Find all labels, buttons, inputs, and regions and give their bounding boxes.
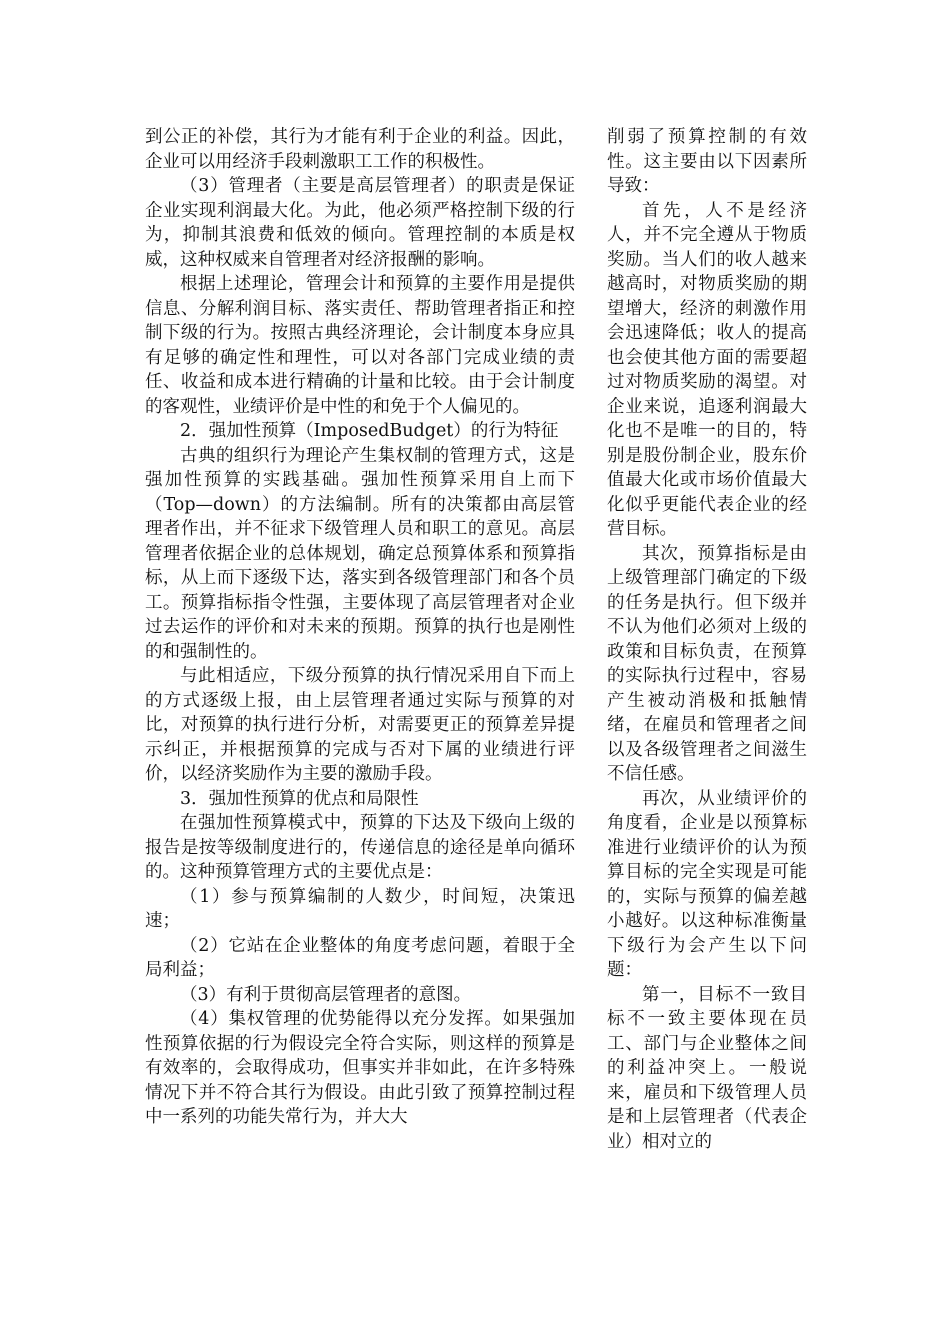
section-heading: 2．强加性预算（ImposedBudget）的行为特征: [180, 421, 559, 441]
paragraph: 到公正的补偿，其行为才能有利于企业的利益。因此，企业可以用经济手段刺激职工工作的积极性。: [145, 127, 575, 172]
left-text-column: [145, 125, 575, 1130]
list-item: （4）集权管理的优势能得以充分发挥。如果强加性预算依据的行为假设完全符合实际，则这样的预算是有效率的，会取得成功，但事实并非如此，在许多特殊情况下并不符合其行为假设。由此引致了预算控制过程中一系列的功能失常行为，并大大: [145, 1009, 575, 1127]
section-heading: 3．强加性预算的优点和局限性: [180, 788, 419, 809]
paragraph: （3）管理者（主要是高层管理者）的职责是保证企业实现利润最大化。为此，他必须严格控制下级的行为，抑制其浪费和低效的倾向。管理控制的本质是权威，这种权威来自管理者对经济报酬的影响。: [145, 176, 575, 270]
paragraph: 与此相适应，下级分预算的执行情况采用自下而上的方式逐级上报，由上层管理者通过实际与预算的对比，对预算的执行进行分析，对需要更正的预算差异提示纠正，并根据预算的完成与否对下属的业绩进行评价，以经济奖励作为主要的激励手段。: [145, 666, 575, 784]
list-item: （1）参与预算编制的人数少，时间短，决策迅速；: [145, 886, 575, 931]
paragraph: 首先，人不是经济人，并不完全遵从于物质奖励。当人们的收人越来越高时，对物质奖励的期望增大，经济的刺激作用会迅速降低；收人的提高也会使其他方面的需要超过对物质奖励的渴望。对企业来说，追逐利润最大化也不是唯一的目的，特别是股份制企业，股东价值最大化或市场价值最大化似乎更能代表企业的经营目标。: [607, 200, 807, 539]
right-text-column: [607, 125, 807, 1154]
list-item: （3）有利于贯彻高层管理者的意图。: [180, 984, 472, 1005]
list-item: （2）它站在企业整体的角度考虑问题，着眼于全局利益；: [145, 935, 575, 980]
paragraph: 其次，预算指标是由上级管理部门确定的下级的任务是执行。但下级并不认为他们必须对上级的政策和目标负责，在预算的实际执行过程中，容易产生被动消极和抵触情绪，在雇员和管理者之间以及各级管理者之间滋生不信任感。: [607, 543, 807, 784]
paragraph: 第一，目标不一致目标不一致主要体现在员工、部门与企业整体之间的利益冲突上。一般说来，雇员和下级管理人员是和上层管理者（代表企业）相对立的: [607, 984, 807, 1152]
paragraph: 再次，从业绩评价的角度看，企业是以预算标准进行业绩评价的认为预算目标的完全实现是可能的，实际与预算的偏差越小越好。以这种标准衡量下级行为会产生以下问题：: [607, 788, 807, 980]
paragraph: 根据上述理论，管理会计和预算的主要作用是提供信息、分解利润目标、落实责任、帮助管理者指正和控制下级的行为。按照古典经济理论，会计制度本身应具有足够的确定性和理性，可以对各部门完成业绩的责任、收益和成本进行精确的计量和比较。由于会计制度的客观性，业绩评价是中性的和免于个人偏见的。: [145, 274, 575, 417]
paragraph: 在强加性预算模式中，预算的下达及下级向上级的报告是按等级制度进行的，传递信息的途径是单向循环的。这种预算管理方式的主要优点是：: [145, 813, 575, 882]
paragraph: 古典的组织行为理论产生集权制的管理方式，这是强加性预算的实践基础。强加性预算采用自上而下（Top—down）的方法编制。所有的决策都由高层管理者作出，并不征求下级管理人员和职工的意见。高层管理者依据企业的总体规划，确定总预算体系和预算指标，从上而下逐级下达，落实到各级管理部门和各个员工。预算指标指令性强，主要体现了高层管理者对企业过去运作的评价和对未来的预期。预算的执行也是刚性的和强制性的。: [145, 445, 575, 662]
paragraph: 削弱了预算控制的有效性。这主要由以下因素所导致：: [607, 127, 807, 196]
